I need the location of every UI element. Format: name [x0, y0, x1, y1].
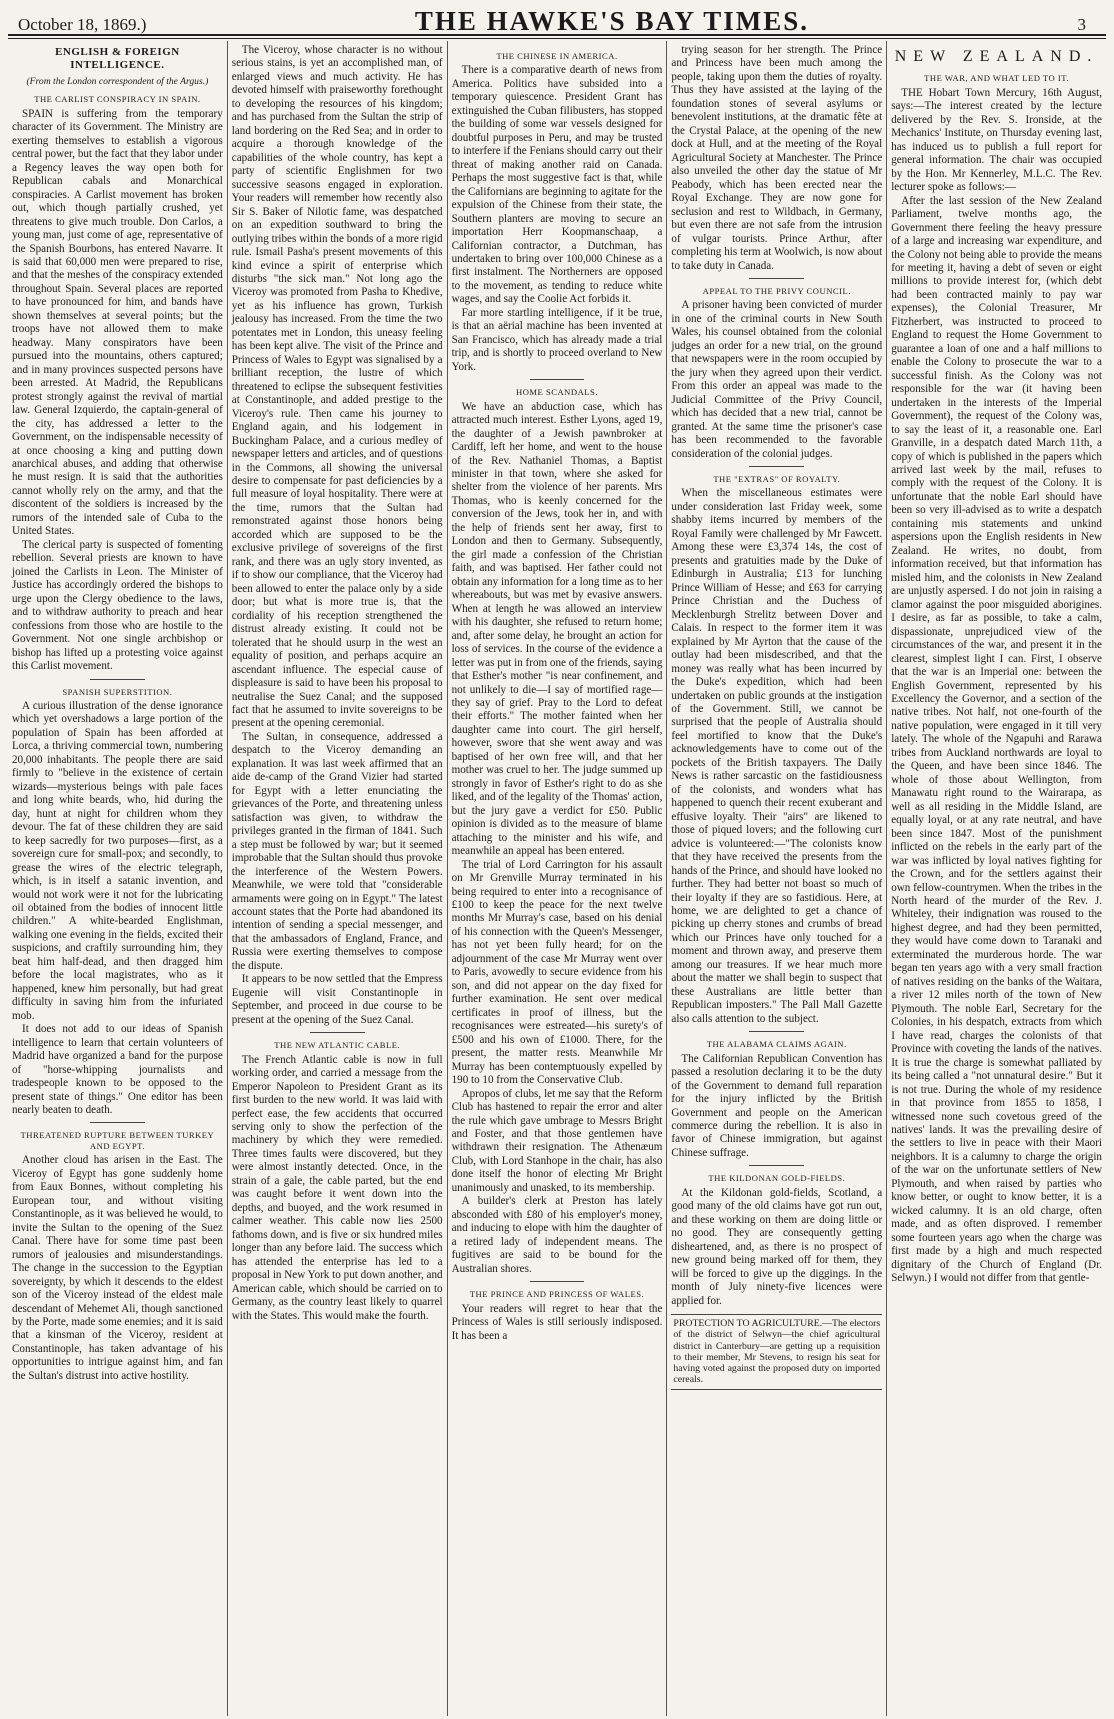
article-paragraph: Apropos of clubs, let me say that the Reform Club has hastened to repair the error and alter the rule which gave umbrage to Messrs Bright and Foster, and that those gentlemen have withdrawn their resignation. The Athenæum Club, with Lord Stanhope in the chair, has also done itself the honor of electing Mr Bright unanimously and unasked, to its membership. — [451, 1087, 663, 1194]
article-paragraph: At the Kildonan gold-fields, Scotland, a good many of the old claims have got run out, and these working on them are doing little or no good. They are consequently getting disheartened, and, as there is no prospect of new ground being marked off for them, they will be forced to give up the diggings. In the month of July ninety-five licences were applied for. — [671, 1186, 883, 1307]
article-paragraph: Your readers will regret to hear that the Princess of Wales is still seriously indisposed. It has been a — [451, 1302, 663, 1342]
section-subheading: (From the London correspondent of the Argus.) — [26, 75, 209, 87]
masthead — [8, 6, 1106, 36]
section-heading: NEW ZEALAND. — [894, 48, 1099, 65]
article-heading: THE ALABAMA CLAIMS AGAIN. — [706, 1039, 847, 1050]
masthead-rule-thin — [8, 38, 1106, 39]
column-4 — [666, 41, 886, 1716]
article-paragraph: THE Hobart Town Mercury, 16th August, says:—The interest created by the lecture delivered by the Rev. S. Ironside, at the Mechanics' Institute, on Thursday evening last, has induced us to publish a full report for general information. The chair was occupied by the Hon. Mr Kennerley, M.L.C. The Rev. lecturer spoke as follows:— — [891, 86, 1102, 194]
column-2 — [227, 41, 447, 1716]
divider — [749, 1165, 804, 1166]
divider — [90, 1122, 145, 1123]
notice-box: PROTECTION TO AGRICULTURE.—The electors of the district of Selwyn—the chief agricultural district in Canterbury—are getting up a requisition to their member, Mr Stevens, to resign his seat for having voted against the proposed duty on imported cereals. — [671, 1314, 882, 1390]
page-number: 3 — [1077, 15, 1086, 34]
divider — [749, 466, 804, 467]
article-paragraph: The French Atlantic cable is now in full working order, and carried a message from the Emperor Napoleon to President Grant as its first burden to the new world. It was laid with perfect ease, the few accidents that occurred serving only to show the perfection of the machinery by which they were remedied. Three times faults were discovered, but they were almost instantly detected. Once, in the strain of a gale, the cable parted, but the end was caught before it went down into the depths, and buoyed, and the work resumed in calmer weather. This cable now lies 2500 fathoms down, and is five or six hundred miles longer than any before laid. The success which has attended the enterprise has led to a proposal in New York to put down another, and American cable, which should be carried on to Germany, as the country least likely to quarrel with the States. This would make the fourth. — [231, 1053, 443, 1322]
article-paragraph: The clerical party is suspected of fomenting rebellion. Several priests are known to have joined the Carlists in Leon. The Minister of Justice has accordingly ordered the bishops to urge upon the Clergy obedience to the laws, and to withdraw authority to preach and hear confessions from those who are hostile to the Government. Not one single archbishop or bishop has lifted up a protesting voice against this Carlist movement. — [12, 538, 223, 673]
article-paragraph: It appears to be now settled that the Empress Eugenie will visit Constantinople in September, and proceed in due course to be present at the opening of the Suez Canal. — [231, 973, 443, 1026]
divider — [749, 278, 804, 279]
article-heading: SPANISH SUPERSTITION. — [62, 686, 173, 697]
divider — [749, 1031, 804, 1032]
divider — [530, 379, 585, 380]
article-paragraph: A curious illustration of the dense ignorance which yet overshadows a large portion of the population of Spain has been afforded at Lorca, a thriving commercial town, numbering 20,000 inhabitants. The people there are said firmly to "believe in the existence of certain wizards—mysterious beings with pale faces and long white beards, who, hid during the day, hunt at night for children whom they devour. The fat of these children they are said to keep sacredly for two purposes—first, as a sovereign cure for small-pox; and secondly, to grease the wires of the electric telegraph, which, is in itself a satanic invention, and would not work were it not for the lubricating oil obtained from the bodies of innocent little children." A white-bearded Englishman, walking one evening in the fields, excited their suspicions, and craftily surrounding him, they beat him half-dead, and then dragged him before the local magistrates, who as it happened, knew him personally, but had great difficulty in saving him from the infuriated mob. — [12, 699, 223, 1022]
article-paragraph: When the miscellaneous estimates were under consideration last Friday week, some shabby items incurred by members of the Royal Family were challenged by Mr Fawcett. Among these were £3,374 14s, the cost of presents and gratuities made by the Duke of Edinburgh in Australia; £13 for lunching Prince William of Hesse; and £63 for carrying Prince Christian and the Duchess of Mecklenburgh Strelitz between Dover and Calais. In respect to the former item it was explained by Mr Ayrton that the cause of the outlay had been misdescribed, and that the money was really what has been incurred by the Duke's expedition, which had been undertaken on public grounds at the instigation of the Government. Still, we cannot be surprised that the people of Australia should feel mortified to know that the Duke's acknowledgements have to come out of the pockets of the British taxpayers. The Daily News is rather sarcastic on the fastidiousness of the colonists, and wonders what has happened to quench their recent exuberant and effusive loyalty. Their "airs" are likened to those of piqued lovers; and the following curt advice is volunteered:—"The colonists know that they have received the presents from the hands of the Prince, and should have looked no further. They had better not boast so much of their loyalty if they are so fastidious. Here, at home, we are delighted to get a chance of picking up cherry stones and crumbs of bread which our Princes have only touched for a moment and thrown away, and preserve them among our treasures. If we hear much more about the matter we shall begin to suspect that these Australians are little better than Republican imposters." The Pall Mall Gazette also calls attention to the subject. — [671, 487, 883, 1025]
article-heading: THE "EXTRAS" OF ROYALTY. — [713, 474, 841, 485]
article-paragraph: A prisoner having been convicted of murder in one of the criminal courts in New South Wales, his counsel obtained from the colonial judges an order for a new trial, on the ground that newspapers were in the room occupied by the jury when they agreed upon their verdict. From this order an appeal was made to the Judicial Committee of the Privy Council, which has decided that a new trial, cannot be granted. At the same time the prisoner's case has been recommended to the favorable consideration of the colonial judges. — [671, 299, 883, 460]
divider — [310, 1032, 365, 1033]
article-paragraph: The Viceroy, whose character is no without serious stains, is yet an accomplished man, of enlarged views and much activity. He has devoted himself with praiseworthy forethought to developing the resources of his kingdom; and has purchased from the Sultan the strip of land bordering on the Red Sea; and in order to acquire a thorough knowledge of the capabilities of the whole country, has kept a party of scientific Englishmen for two successive seasons engaged in exploration. Your readers will remember how recently also Sir S. Baker of Nilotic fame, was despatched on an expedition southward to bring the outlying tribes within the bonds of a more rigid rule. Ismail Pasha's present movements of this kind evince a spirit of enterprise which disturbs "the sick man." Not long ago the Viceroy was promoted from Pasha to Khedive, yet as his influence has grown, Turkish jealousy has increased. From the time the two potentates met in London, this uneasy feeling has been kept alive. The visit of the Prince and Princess of Wales to Egypt was signalised by a brilliant reception, the lustre of which threatened to eclipse the subsequent festivities at Constantinople, and added prestige to the Viceroy's rule. Then came his journey to England again, and his lodgement in Buckingham Palace, and a curious medley of newspaper letters and articles, and of questions in the Commons, all showing the universal desire to compensate for past deficiencies by a full measure of loyal hospitality. There were at the time, rumors that the Sultan had remonstrated against those honors being accorded which are supposed to be the exclusive privilege of sovereigns of the first rank, and there was an ugly story invented, as if to show our compliance, that the Viceroy had been allowed to enter the palace only by a side door; but what is more true is, that the cordiality of his reception strengthened the distrust already existing. It could not be tolerated that he should usurp in the west an equality of position, and perhaps acquire an ascendant influence. The especial cause of displeasure is said to have been his proposal to neutralise the Suez Canal; and the supposed fact that he assumed to invite sovereigns to be present at the opening ceremonial. — [231, 44, 443, 730]
article-paragraph: There is a comparative dearth of news from America. Politics have subsided into a temporary quiescence. President Grant has extinguished the Cuban filibusters, has stopped the building of some war vessels designed for doubtful purposes in Peru, and may be trusted to interfere if the Fenians should carry out their threat of making another raid on Canada. Perhaps the most suggestive fact is that, while the Californians are beginning to agitate for the expulsion of the Chinese from their state, the Southern planters are moving to secure an importation Herr Koopmanschaap, a Californian contractor, a Dutchman, has undertaken to bring over 100,000 Chinese as a first instalment. The Northerners are opposed to the movement, as tending to reduce white wages, and say the Coolie Act forbids it. — [451, 64, 663, 306]
column-1 — [8, 41, 227, 1716]
section-heading: ENGLISH & FOREIGN INTELLIGENCE. — [55, 46, 180, 72]
article-paragraph: Far more startling intelligence, if it be true, is that an aërial machine has been invented at San Francisco, which has already made a trial trip, and is shortly to proceed overland to New York. — [451, 306, 663, 373]
article-heading: THE WAR, AND WHAT LED TO IT. — [924, 73, 1069, 84]
article-heading: THE PRINCE AND PRINCESS OF WALES. — [469, 1289, 645, 1300]
article-paragraph: The trial of Lord Carrington for his assault on Mr Grenville Murray terminated in his being required to enter into a recognisance of £100 to keep the peace for the next twelve months Mr Murray's case, based on his denial of his connection with the Queen's Messenger, has not yet been fully heard; for on the adjournment of the case Mr Murray went over to Paris, avowedly to secure evidence from his son, and did not appear on the day fixed for further examination. He sent over medical certificates in proof of illness, but the recognisances were estreated—his surety's of £500 and his own of £1000. There, for the present, the matter rests. Meanwhile Mr Murray has been contemptuously expelled by 190 to 10 from the Conservative Club. — [451, 858, 663, 1087]
article-heading: HOME SCANDALS. — [516, 387, 598, 398]
divider — [530, 1281, 585, 1282]
article-paragraph: We have an abduction case, which has attracted much interest. Esther Lyons, aged 19, the daughter of a Jewish pawnbroker at Cardiff, left her home, and went to the house of the Rev. Nathaniel Thomas, a Baptist minister in that town, where she asked for shelter from the violence of her parents. Mrs Thomas, who is keenly concerned for the conversion of the Jews, took her in, and with the help of friends sent her away, first to London and then to Germany. Subsequently, the girl made a confession of the Christian faith, and was baptised. Her father could not obtain any information for a long time as to her whereabouts, but was met by evasive answers. When at length he was allowed an interview with his daughter, she refused to return home; and, after some delay, he brought an action for loss of services. In the course of the evidence a letter was put in from one of the friends, saying that Esther's mother "is near confinement, and not unlikely to die—I say of mortified rage—they say of grief. Pray to the Lord to defeat their efforts." The mother fainted when her daughter came into court. The girl herself, however, swore that she went away and was baptised of her own free will, and that her mother was cruel to her. The judge summed up strongly in favor of Esther's right to do as she liked, and of the legality of the Thomas' action, but the jury gave a verdict for £50. Public opinion is divided as to the measure of blame attaching to the minister and his wife, and meanwhile an appeal has been entered. — [451, 400, 663, 858]
columns — [8, 41, 1106, 1716]
column-5 — [886, 41, 1106, 1716]
article-heading: THE CHINESE IN AMERICA. — [496, 51, 618, 61]
column-3 — [447, 41, 667, 1716]
article-paragraph: trying season for her strength. The Prince and Princess have been much among the people, taking upon them the duties of royalty. Thus they have assisted at the laying of the foundation stones of several asylums or benevolent institutions, at the dramatic fête at the Crystal Palace, at the opening of the new dock at Hull, and at the meeting of the Royal Agricultural Society at Manchester. The Prince also unveiled the other day the statue of Mr Peabody, which has been erected near the Royal Exchange. They are now gone for seclusion and rest to Wildbach, in Germany, but even there are not safe from the intrusion of vulgar tourists. Prince Arthur, after completing his term at Woolwich, is now about to take duty in Canada. — [671, 44, 883, 272]
divider — [90, 679, 145, 680]
article-paragraph: A builder's clerk at Preston has lately absconded with £80 of his employer's money, and inducing to elope with him the daughter of a retired lady of independent means. The fugitives are said to be bound for the Australian shores. — [451, 1195, 663, 1275]
issue-date: October 18, 1869.) — [18, 15, 147, 34]
article-paragraph: Another cloud has arisen in the East. The Viceroy of Egypt has gone suddenly home from Eaux Bonnes, without completing his European tour, and without visiting Constantinople, as it was believed he would, to invite the Sultan to the opening of the Suez Canal. There have for some time past been rumors of jealousies and misunderstandings. The change in the succession to the Egyptian sovereignty, by which it descends to the eldest son of the Viceroy instead of the eldest male descendant of Mehemet Ali, though sanctioned by the Porte, made some enemies; and it is said that a kinsman of the Viceroy, resident at Constantinople, has taken advantage of his opportunities to intrigue against him, and fan the Sultan's distrust into active hostility. — [12, 1154, 223, 1382]
article-heading: THE KILDONAN GOLD-FIELDS. — [708, 1173, 846, 1184]
article-paragraph: SPAIN is suffering from the temporary character of its Government. The Ministry are exerting themselves to establish a vigorous central power, but the fact that they labor under a Regency leaves the way open both for Republican cabals and Monarchical conspiracies. A Carlist movement has broken out, which though partially crushed, yet threatens to give much trouble. Don Carlos, a young man, just come of age, representative of the Spanish Bourbons, has entered Navarre. It is said that 60,000 men were prepared to rise, and that the meshes of the conspiracy extended throughout Spain. Several places are reported to have pronounced for him, and bands have shown themselves at several points; but the troops have not allowed them to make headway. Many conspirators have been pursued into the mountains, others captured; and in many provinces suspected persons have been arrested. At Madrid, the Republicans protest strongly against the revival of martial law. General Izquierdo, the captain-general of the city, has addressed a letter to the Government, on the indispensable necessity of at once choosing a king and putting down anarchical abuses, and adding that otherwise he must resign. It is said that the authorities cannot wholly rely on the army, and that the discontent of the soldiers is increased by the rumors of the intended sale of Cuba to the United States. — [12, 107, 223, 538]
article-heading: THREATENED RUPTURE BETWEEN TURKEY AND EGYPT. — [20, 1130, 215, 1151]
article-paragraph: The Californian Republican Convention has passed a resolution declaring it to be the duty of the Government to demand full reparation for the injury inflicted by the British Government and people on the American commerce during the rebellion. It is also in favor of Chinese immigration, but against Chinese suffrage. — [671, 1052, 883, 1159]
article-heading: APPEAL TO THE PRIVY COUNCIL. — [702, 285, 851, 296]
article-heading: THE NEW ATLANTIC CABLE. — [274, 1040, 401, 1051]
article-paragraph: The Sultan, in consequence, addressed a despatch to the Viceroy demanding an explanation. It was last week affirmed that an aide de-camp of the Grand Vizier had started for Egypt with a letter enunciating the grievances of the Porte, and threatening unless satisfaction was given, to withdraw the privileges granted in the firman of 1841. Such a step must be followed by war; but it seemed improbable that the Sultan should thus provoke the interference of the Western Powers. Meanwhile, we were told that "considerable armaments were going on in Egypt." The latest account states that the Porte had abandoned its intention of sending a special messenger, and that the ambassadors of England, France, and Russia were exerting themselves to compose the dispute. — [231, 730, 443, 972]
article-paragraph: After the last session of the New Zealand Parliament, twelve months ago, the Government there feeling the heavy pressure of a large and increasing war expenditure, and the Colony not being able to provide the means for meeting it, having a debt of seven or eight millions to provide interest for, (which debt had been contracted mainly to pay war expenses), the Colonial Treasurer, Mr Fitzherbert, was instructed to proceed to England to request the Home Government to guarantee a loan of one and a half millions to enable the Colony to prosecute the war to a successful finish. As the Colony was not responsible for the war (it having been undertaken in the interests of the Imperial Government), the request of the Colony was, to say the least of it, a reasonable one. Earl Granville, in a despatch dated March 11th, a copy of which is published in the papers which arrived last week by the mail, refuses to comply with the request of the Colony. It is unfortunate that the noble Earl should have been so very ill-advised as to write a despatch containing mis statements and unkind aspersions upon the English residents in New Zealand. He writes, no doubt, from information received, but that information has misled him, and the colonists in New Zealand are unjustly aspersed. I do not join in raising a clamor against the poor misguided aborigines. I desire, as far as possible, to take a calm, dispassionate, unprejudiced view of the circumstances of the war, and present it in the clearest, simplest light I can. First, I observe that the war is an Imperial one: between the English Government, represented by his Excellency the Governor, and a section of the native tribes. Not half, not one-fourth of the native population, were engaged in it till very lately. The whole of the Ngapuhi and Rarawa tribes from Auckland northwards are loyal to the Queen, and have been since 1846. The whole of those about Wellington, from Manawatu right round to the Wairarapa, as well as all residing in the Middle Island, are equally loyal, or at any rate neutral, and have been since 1847. Most of the punishment inflicted on the rebels in the early part of the war was inflicted by loyal natives fighting for the Crown, and for the settlers against their own fellow-countrymen. When the tribes in the North heard of the murder of the Rev. J. Whiteley, their indignation was roused to the highest degree, and had they been permitted, they would have come down to Taranaki and exterminated the murderous horde. The war began ten years ago with a very small fraction of natives residing on the banks of the Waitara, a river 12 miles north of the town of New Plymouth. The noble Earl, Secretary for the Colonies, in his despatch, extracts from which I have read, charges the colonists of that Province with coveting the lands of the natives. It is true the charge is somewhat palliated by its being called a "not unnatural desire." But it is not true. During the whole of my residence in that province from 1855 to 1858, I witnessed none such covetous greed of the natives' lands. It was the prevailing desire of the settlers to live in peace with their Maori neighbors. It is a calumny to charge the origin of the war on the unfortunate settlers of New Plymouth, and when raised by parties who know better, or ought to know better, it is a wicked calumny. It is an old charge, often made, and as often disproved. I remember some fourteen years ago when the charge was first made by a high and much respected dignitary of the Church of England (Dr. Selwyn.) I would not differ from that gentle- — [891, 194, 1102, 1285]
newspaper-title: THE HAWKE'S BAY TIMES. — [414, 6, 810, 36]
article-heading: THE CARLIST CONSPIRACY IN SPAIN. — [34, 94, 201, 105]
article-paragraph: It does not add to our ideas of Spanish intelligence to learn that certain volunteers of Madrid have organized a band for the purpose of "horse-whipping journalists and tradespeople known to be opposed to the present state of things." One editor has been nearly beaten to death. — [12, 1023, 223, 1116]
